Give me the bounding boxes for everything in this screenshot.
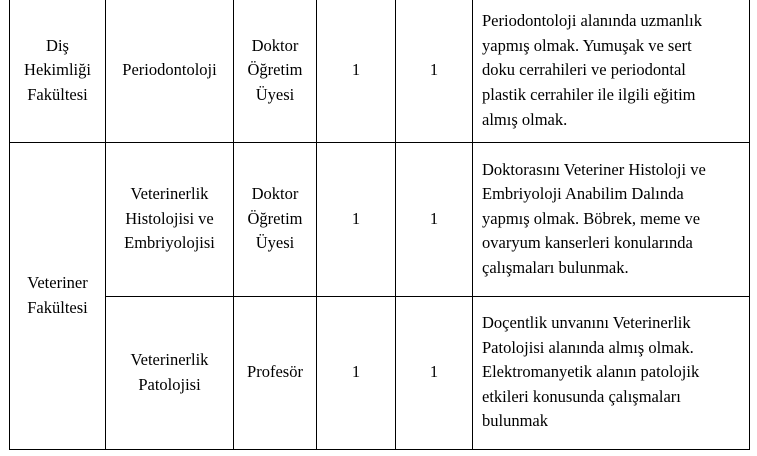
positions-table: [9, 0, 750, 450]
description-line: Embriyoloji Anabilim Dalında: [482, 184, 684, 204]
description-line: Elektromanyetik alanın patolojik: [482, 362, 700, 382]
table-row: [10, 296, 750, 449]
department-cell: [106, 142, 234, 296]
count-a-cell: 1: [317, 0, 396, 142]
description-line: çalışmaları bulunmak.: [482, 257, 629, 277]
faculty-line: Diş: [46, 35, 69, 55]
faculty-line: Fakültesi: [27, 85, 88, 105]
description-line: etkileri konusunda çalışmaları: [482, 386, 681, 406]
description-line: yapmış olmak. Böbrek, meme ve: [482, 208, 701, 228]
description-cell: [473, 296, 750, 449]
title-line: Doktor: [251, 184, 299, 204]
description-line: Doçentlik unvanını Veterinerlik: [482, 313, 691, 333]
title-line: Üyesi: [255, 233, 295, 253]
department-line: Veterinerlik: [130, 184, 209, 204]
description-cell: [473, 0, 750, 142]
title-line: Öğretim: [247, 60, 303, 80]
count-b-cell: 1: [396, 142, 473, 296]
title-line: Öğretim: [247, 208, 303, 228]
description-line: ovaryum kanserleri konularında: [482, 233, 693, 253]
table-row: [10, 142, 750, 296]
description-cell: [473, 142, 750, 296]
department-cell: Periodontoloji: [106, 0, 234, 142]
description-line: Doktorasını Veteriner Histoloji ve: [482, 159, 706, 179]
description-line: Periodontoloji alanında uzmanlık: [482, 11, 702, 31]
description-line: bulunmak: [482, 411, 548, 431]
title-cell: [234, 0, 317, 142]
title-line: Doktor: [251, 35, 299, 55]
title-cell: [234, 142, 317, 296]
table-row: [10, 0, 750, 142]
faculty-cell: [10, 142, 106, 449]
count-b-cell: 1: [396, 0, 473, 142]
description-line: almış olmak.: [482, 109, 568, 129]
description-line: yapmış olmak. Yumuşak ve sert: [482, 35, 692, 55]
description-line: doku cerrahileri ve periodontal: [482, 60, 686, 80]
department-line: Patolojisi: [138, 374, 201, 394]
description-line: Patolojisi alanında almış olmak.: [482, 337, 694, 357]
faculty-line: Hekimliği: [24, 60, 91, 80]
faculty-line: Veteriner: [27, 272, 88, 292]
department-line: Embriyolojisi: [124, 233, 215, 253]
department-line: Histolojisi ve: [125, 208, 214, 228]
faculty-line: Fakültesi: [27, 297, 88, 317]
department-cell: [106, 296, 234, 449]
count-b-cell: 1: [396, 296, 473, 449]
title-line: Üyesi: [255, 85, 295, 105]
title-cell: Profesör: [234, 296, 317, 449]
count-a-cell: 1: [317, 142, 396, 296]
department-line: Veterinerlik: [130, 349, 209, 369]
description-line: plastik cerrahiler ile ilgili eğitim: [482, 85, 696, 105]
faculty-cell: [10, 0, 106, 142]
count-a-cell: 1: [317, 296, 396, 449]
